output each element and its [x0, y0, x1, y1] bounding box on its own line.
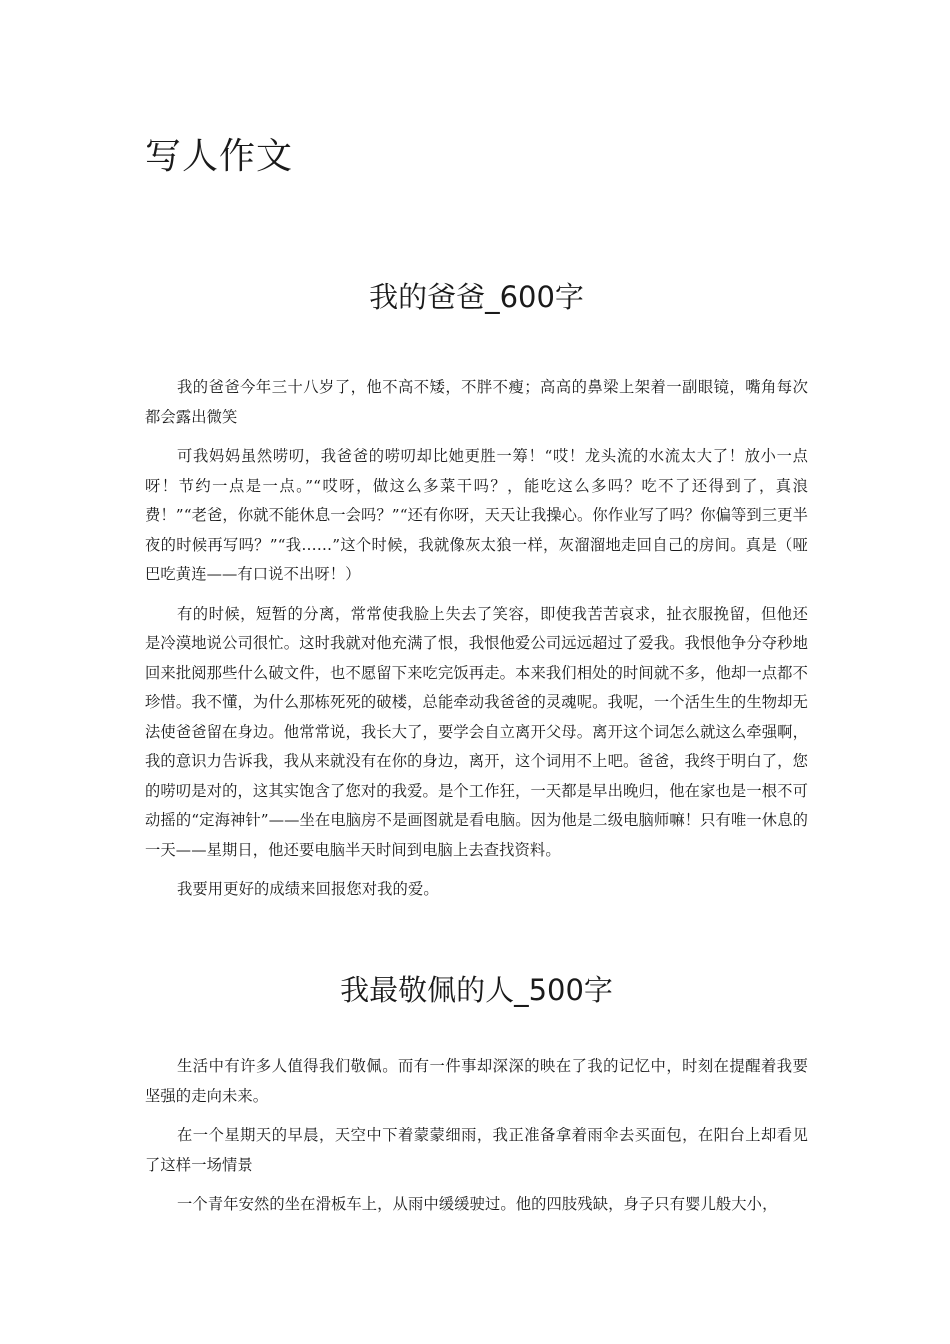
paragraph: 有的时候，短暂的分离，常常使我脸上失去了笑容，即使我苦苦哀求，扯衣服挽留，但他还是冷漠地说公司很忙。这时我就对他充满了恨，我恨他爱公司远远超过了爱我。我恨他争分夺秒地回来批阅那些什么破文件，也不愿留下来吃完饭再走。本来我们相处的时间就不多，他却一点都不珍惜。我不懂，为什么那栋死死的破楼，总能牵动我爸爸的灵魂呢。我呢，一个活生生的生物却无法使爸爸留在身边。他常常说，我长大了，要学会自立离开父母。离开这个词怎么就这么牵强啊，我的意识力告诉我，我从来就没有在你的身边，离开，这个词用不上吧。爸爸，我终于明白了，您的唠叨是对的，这其实饱含了您对的我爱。是个工作狂，一天都是早出晚归，他在家也是一根不可动摇的“定海神针”——坐在电脑房不是画图就是看电脑。因为他是二级电脑师嘛！只有唯一休息的一天——星期日，他还要电脑半天时间到电脑上去查找资料。 — [145, 604, 808, 859]
paragraph: 可我妈妈虽然唠叨，我爸爸的唠叨却比她更胜一筹！“哎！龙头流的水流太大了！放小一点呀！节约一点是一点。”“哎呀，做这么多菜干吗？，能吃这么多吗？吃不了还得到了，真浪费！”“老爸，你就不能休息一会吗？”“还有你呀，天天让我操心。你作业写了吗？你偏等到三更半夜的时候再写吗？”“我……”这个时候，我就像灰太狼一样，灰溜溜地走回自己的房间。真是（哑巴吃黄连——有口说不出呀！） — [145, 447, 808, 583]
section-body-my-father — [145, 373, 808, 915]
section-title-admired-person: 我最敬佩的人_500字 — [340, 973, 613, 1007]
paragraph: 我要用更好的成绩来回报您对我的爱。 — [177, 880, 439, 898]
section-body-admired-person — [145, 1052, 808, 1230]
section-title-my-father: 我的爸爸_600字 — [369, 280, 584, 314]
paragraph: 生活中有许多人值得我们敬佩。而有一件事却深深的映在了我的记忆中，时刻在提醒着我要坚强的走向未来。 — [145, 1057, 808, 1105]
paragraph: 我的爸爸今年三十八岁了，他不高不矮，不胖不瘦；高高的鼻梁上架着一副眼镜，嘴角每次都会露出微笑 — [145, 378, 808, 426]
paragraph: 在一个星期天的早晨，天空中下着蒙蒙细雨，我正准备拿着雨伞去买面包，在阳台上却看见了这样一场情景 — [145, 1126, 808, 1174]
document-title: 写人作文 — [145, 136, 294, 177]
paragraph: 一个青年安然的坐在滑板车上，从雨中缓缓驶过。他的四肢残缺，身子只有婴儿般大小， — [177, 1195, 778, 1213]
